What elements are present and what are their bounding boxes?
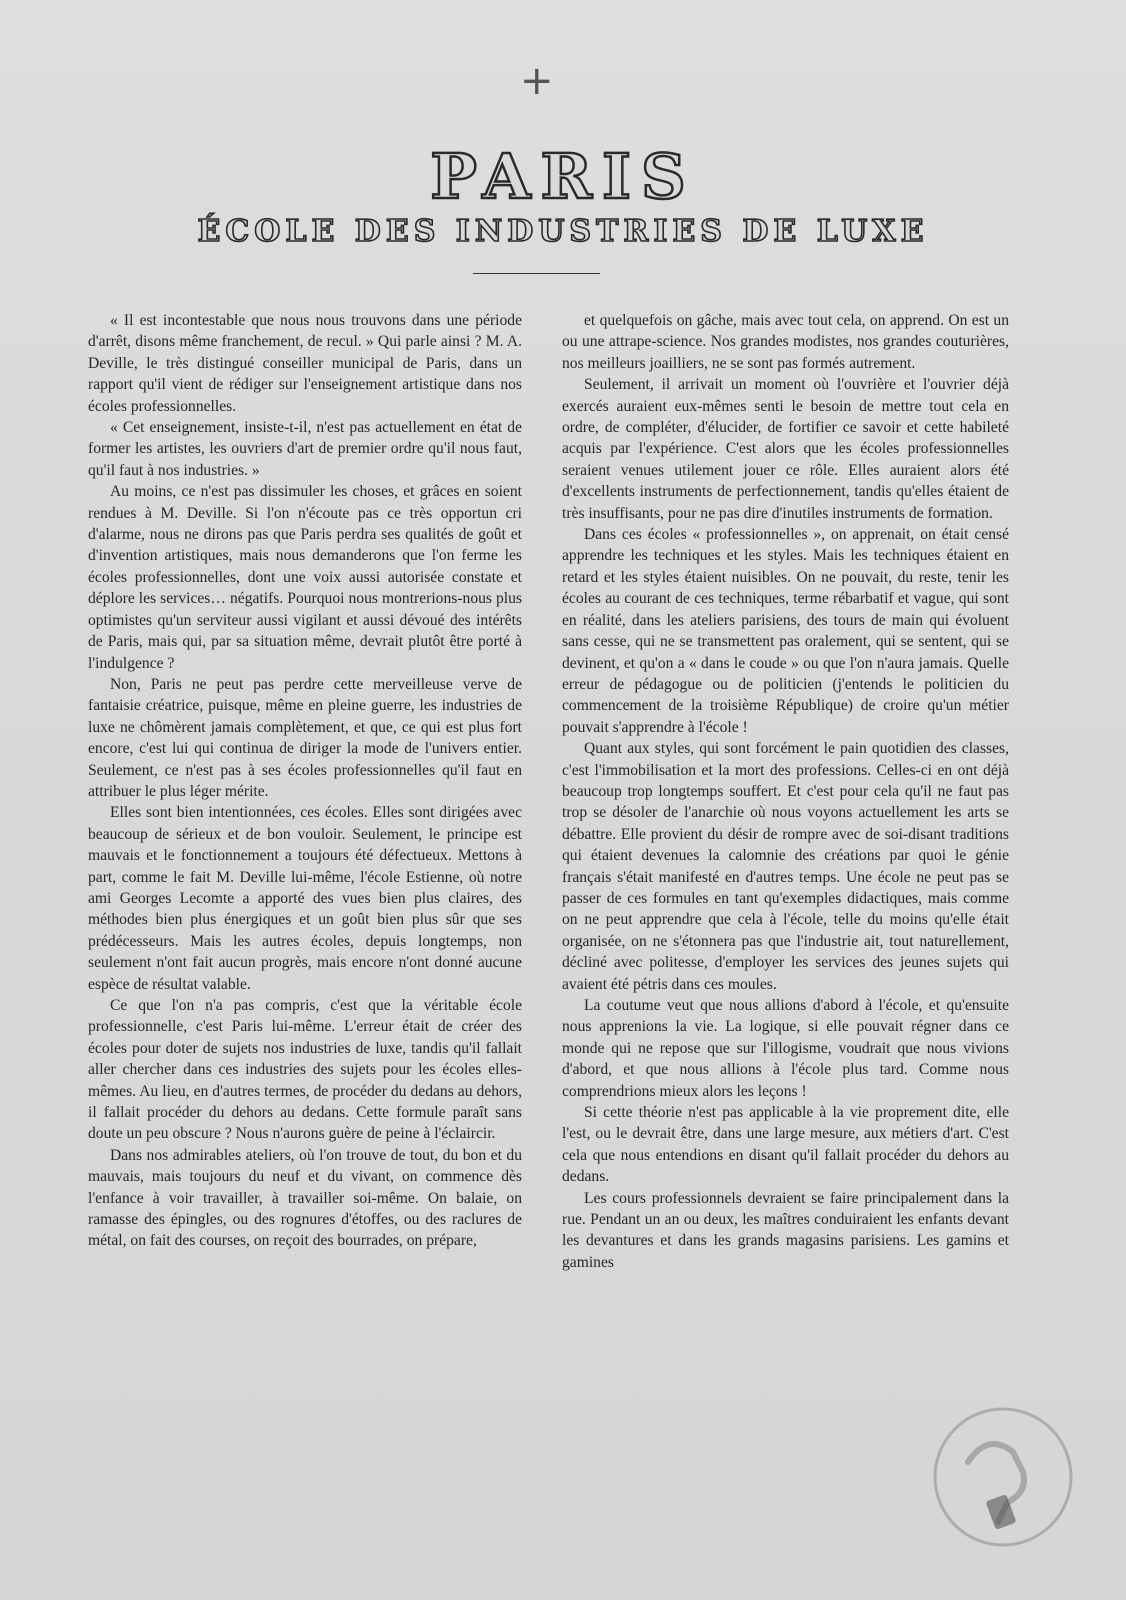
paragraph: Ce que l'on n'a pas compris, c'est que la véritable école professionnelle, c'est Paris lui-même. L'erreur était de créer des écoles pour doter de sujets nos industries de luxe, tandis qu'il fallait aller chercher dans ces industries des sujets pour les écoles elles-mêmes. Au lieu, en d'autres termes, de procéder du dedans au dehors, il fallait procéder du dehors au dedans. Cette formule paraît sans doute un peu obscure ? Nous n'aurons guère de peine à l'éclaircir. (88, 997, 522, 1143)
left-column (88, 310, 522, 1252)
paragraph: « Il est incontestable que nous nous trouvons dans une période d'arrêt, disons même franchement, de recul. » Qui parle ainsi ? M. A. Deville, le très distingué conseiller municipal de Paris, dans un rapport qu'il vient de rédiger sur l'enseignement artistique dans nos écoles professionnelles. (88, 312, 522, 415)
paragraph: La coutume veut que nous allions d'abord à l'école, et qu'ensuite nous apprenions la vie. La logique, si elle pouvait régner dans ce monde qui ne repose que sur l'illogisme, voudrait que nous vivions d'abord, et que nous allions à l'école plus tard. Comme nous comprendrions mieux alors les leçons ! (562, 997, 1009, 1100)
title-divider (473, 273, 600, 274)
paragraph: « Cet enseignement, insiste-t-il, n'est pas actuellement en état de former les artistes, les ouvriers d'art de premier ordre qu'il nous faut, qu'il faut à nos industries. » (88, 419, 522, 479)
cross-mark: + (520, 58, 554, 104)
page-title: PARIS (430, 140, 696, 213)
paragraph: Non, Paris ne peut pas perdre cette merveilleuse verve de fantaisie créatrice, puisque, même en pleine guerre, les industries de luxe ne chômèrent jamais complètement, et que, ce qui est plus fort encore, c'est lui qui continua de diriger la mode de l'univers entier. Seulement, ce n'est pas à ses écoles professionnelles qu'il faut en attribuer le plus léger mérite. (88, 675, 522, 800)
paragraph: Elles sont bien intentionnées, ces écoles. Elles sont dirigées avec beaucoup de sérieux et de bon vouloir. Seulement, le principe est mauvais et le fonctionnement a toujours été défectueux. Mettons à part, comme le fait M. Deville lui-même, l'école Estienne, où notre ami Georges Lecomte a apporté des vues bien plus claires, des méthodes bien plus énergiques et un goût bien plus sûr que ses prédécesseurs. Mais les autres écoles, depuis longtemps, non seulement n'ont fait aucun progrès, mais encore n'ont donné aucune espèce de résultat valable. (88, 804, 522, 993)
paragraph: Si cette théorie n'est pas applicable à la vie proprement dite, elle l'est, ou le devrait être, dans une large mesure, aux métiers d'art. C'est cela que nous entendions en disant qu'il fallait procéder du dehors au dedans. (562, 1104, 1009, 1186)
paragraph: Seulement, il arrivait un moment où l'ouvrière et l'ouvrier déjà exercés auraient eux-mêmes senti le besoin de mettre tout cela en ordre, de compléter, d'élucider, de fortifier ce savoir et cette habileté acquis par l'expérience. C'est alors que les écoles professionnelles seraient venues utilement jouer ce rôle. Elles auraient alors été d'excellents instruments de perfectionnement, tandis qu'elles étaient de très insuffisants, pour ne pas dire d'inutiles instruments de formation. (562, 376, 1009, 522)
paragraph: Les cours professionnels devraient se faire principalement dans la rue. Pendant un an ou deux, les maîtres conduiraient les enfants devant les devantures et dans les grands magasins parisiens. Les gamins et gamines (562, 1189, 1009, 1271)
paragraph: Dans ces écoles « professionnelles », on apprenait, on était censé apprendre les techniques et les styles. Mais les techniques étaient en retard et les styles étaient nuisibles. On ne pouvait, du reste, tenir les écoles au courant de ces techniques, terme rébarbatif et vague, qui sont en réalité, dans les ateliers parisiens, des tours de main qui évoluent sans cesse, qui ne se transmettent pas oralement, qui se sentent, qui se devinent, et qu'on a « dans le coude » ou que l'on n'aura jamais. Quelle erreur de pédagogue ou de politicien (j'entends le politicien du commencement de la troisième République) de croire qu'un métier pouvait s'apprendre à l'école ! (562, 526, 1009, 736)
right-column (562, 310, 1009, 1273)
paragraph: Au moins, ce n'est pas dissimuler les choses, et grâces en soient rendues à M. Deville. Si l'on n'écoute pas ce très opportun cri d'alarme, nous ne dirons pas que Paris perdra ses qualités de goût et d'invention artistiques, mais nous demanderons que l'on ferme les écoles professionnelles, dont une voix aussi autorisée constate et déplore les services… négatifs. Pourquoi nous montrerions-nous plus optimistes qu'un serviteur aussi vigilant et aussi dévoué des intérêts de Paris, mais qui, par sa situation même, devrait plutôt être porté à l'indulgence ? (88, 483, 522, 672)
library-stamp-icon (928, 1402, 1078, 1552)
paragraph: et quelquefois on gâche, mais avec tout cela, on apprend. On est un ou une attrape-science. Nos grandes modistes, nos grandes couturières, nos meilleurs joailliers, ne se sont pas formés autrement. (562, 312, 1009, 372)
paragraph: Quant aux styles, qui sont forcément le pain quotidien des classes, c'est l'immobilisation et la mort des professions. Celles-ci en ont déjà beaucoup trop longtemps souffert. Et c'est pour cela qu'il ne faut pas trop se désoler de l'anarchie où nous voyons actuellement les arts se débattre. Elle provient du désir de rompre avec de soi-disant traditions qui étaient devenues la calomnie des créations par quoi le génie français s'était manifesté en d'autres temps. Une école ne peut pas se passer de ces formules en tant qu'exemples didactiques, mais comme on ne peut apprendre que cela à l'école, telle du moins qu'elle était organisée, on ne s'étonnera pas que l'industrie ait, tout naturellement, décliné avec politesse, d'employer les services des jeunes sujets qui avaient été pétris dans ces moules. (562, 740, 1009, 993)
paragraph: Dans nos admirables ateliers, où l'on trouve de tout, du bon et du mauvais, mais toujours du neuf et du vivant, on commence dès l'enfance à voir travailler, à travailler soi-même. On balaie, on ramasse des épingles, ou des rognures d'étoffes, ou des raclures de métal, on fait des courses, on reçoit des bourrades, on prépare, (88, 1146, 522, 1250)
page-subtitle: ÉCOLE DES INDUSTRIES DE LUXE (197, 214, 929, 249)
